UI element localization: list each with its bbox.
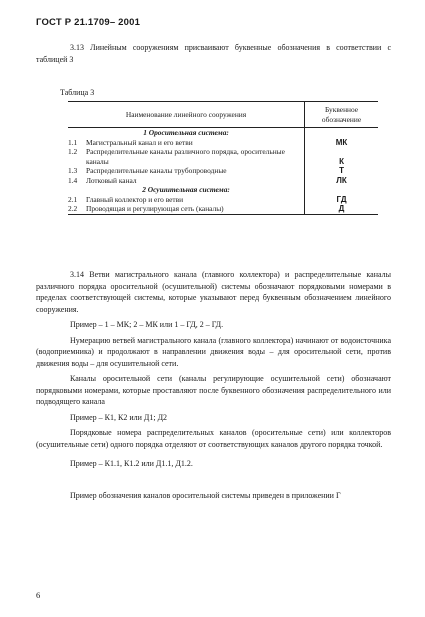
row-name: Распределительные каналы трубопроводные — [86, 166, 305, 176]
table-row — [68, 166, 378, 176]
clause-3-14: 3.14 Ветви магистрального канала (главного коллектора) и распределительные каналы различного порядка оросительной (осушительной) системы обозначают порядковыми номерами в пределах соответствующей системы, которые указывают перед буквенным обозначением линейного сооружения. — [36, 270, 391, 314]
column-header-code: Буквенное обозначение — [305, 102, 378, 128]
document-header: ГОСТ Р 21.1709– 2001 — [36, 17, 141, 28]
row-code: Д — [305, 204, 378, 214]
row-name: Проводящая и регулирующая сеть (каналы) — [86, 204, 305, 214]
row-number: 1.1 — [68, 137, 78, 147]
table-row — [68, 195, 378, 205]
row-number: 1.2 — [68, 147, 78, 156]
table-row — [68, 138, 378, 148]
table-row — [68, 147, 378, 166]
order-numbers-paragraph: Порядковые номера распределительных каналов (оросительные сети) или коллекторов (осушительные сети) одного порядка отделяют от соответствующих каналов другого порядка точкой. — [36, 428, 391, 449]
row-number: 1.3 — [68, 166, 78, 175]
row-code: МК — [335, 137, 348, 147]
section-drainage: 2 Осушительная система: — [68, 185, 305, 195]
clause-3-13: 3.13 Линейным сооружениям присваивают буквенные обозначения в соответствии с таблицей 3 — [36, 43, 391, 64]
row-code: ЛК — [336, 175, 347, 185]
row-name: Распределительные каналы различного порядка, оросительные каналы — [86, 147, 305, 166]
clause-3-14-block — [36, 269, 391, 501]
example-3: Пример – К1.1, К1.2 или Д1.1, Д1.2. — [70, 459, 193, 468]
row-number: 2.2 — [68, 204, 86, 214]
example-1: Пример – 1 – МК; 2 – МК или 1 – ГД, 2 – ГД. — [70, 320, 224, 329]
page-number: 6 — [36, 590, 41, 600]
table-caption: Таблица 3 — [60, 88, 95, 97]
numbering-paragraph: Нумерацию ветвей магистрального канала (главного коллектора) начинают от водоисточника (водоприемника) и продолжают в направлении движения воды – для оросительной сети, против движения воды – для осушительной сети. — [36, 335, 391, 368]
table-row — [68, 176, 378, 186]
column-header-name: Наименование линейного сооружения — [68, 102, 305, 128]
row-name: Магистральный канал и его ветви — [86, 138, 305, 148]
section-row — [68, 128, 378, 138]
row-code: Т — [339, 166, 344, 175]
appendix-reference: Пример обозначения каналов оросительной системы приведен в приложении Г — [70, 490, 341, 500]
row-code: К — [339, 156, 344, 166]
example-2: Пример – К1, К2 или Д1; Д2 — [70, 412, 168, 422]
row-number: 2.1 — [68, 194, 78, 204]
row-number: 1.4 — [68, 175, 78, 185]
section-irrigation: 1 Оросительная система: — [68, 128, 305, 138]
irrigation-channels-paragraph: Каналы оросительной сети (каналы регулирующие осушительной сети) обозначают порядковыми номерами, которые проставляют после буквенного обозначения распределительного или подводящего канала — [36, 374, 391, 406]
row-code: ГД — [336, 194, 347, 204]
section-row — [68, 185, 378, 195]
row-name: Главный коллектор и его ветви — [86, 195, 305, 205]
table-header-row — [68, 102, 378, 128]
designation-table — [68, 101, 378, 215]
row-name: Лотковый канал — [86, 176, 305, 186]
table-row — [68, 204, 378, 214]
